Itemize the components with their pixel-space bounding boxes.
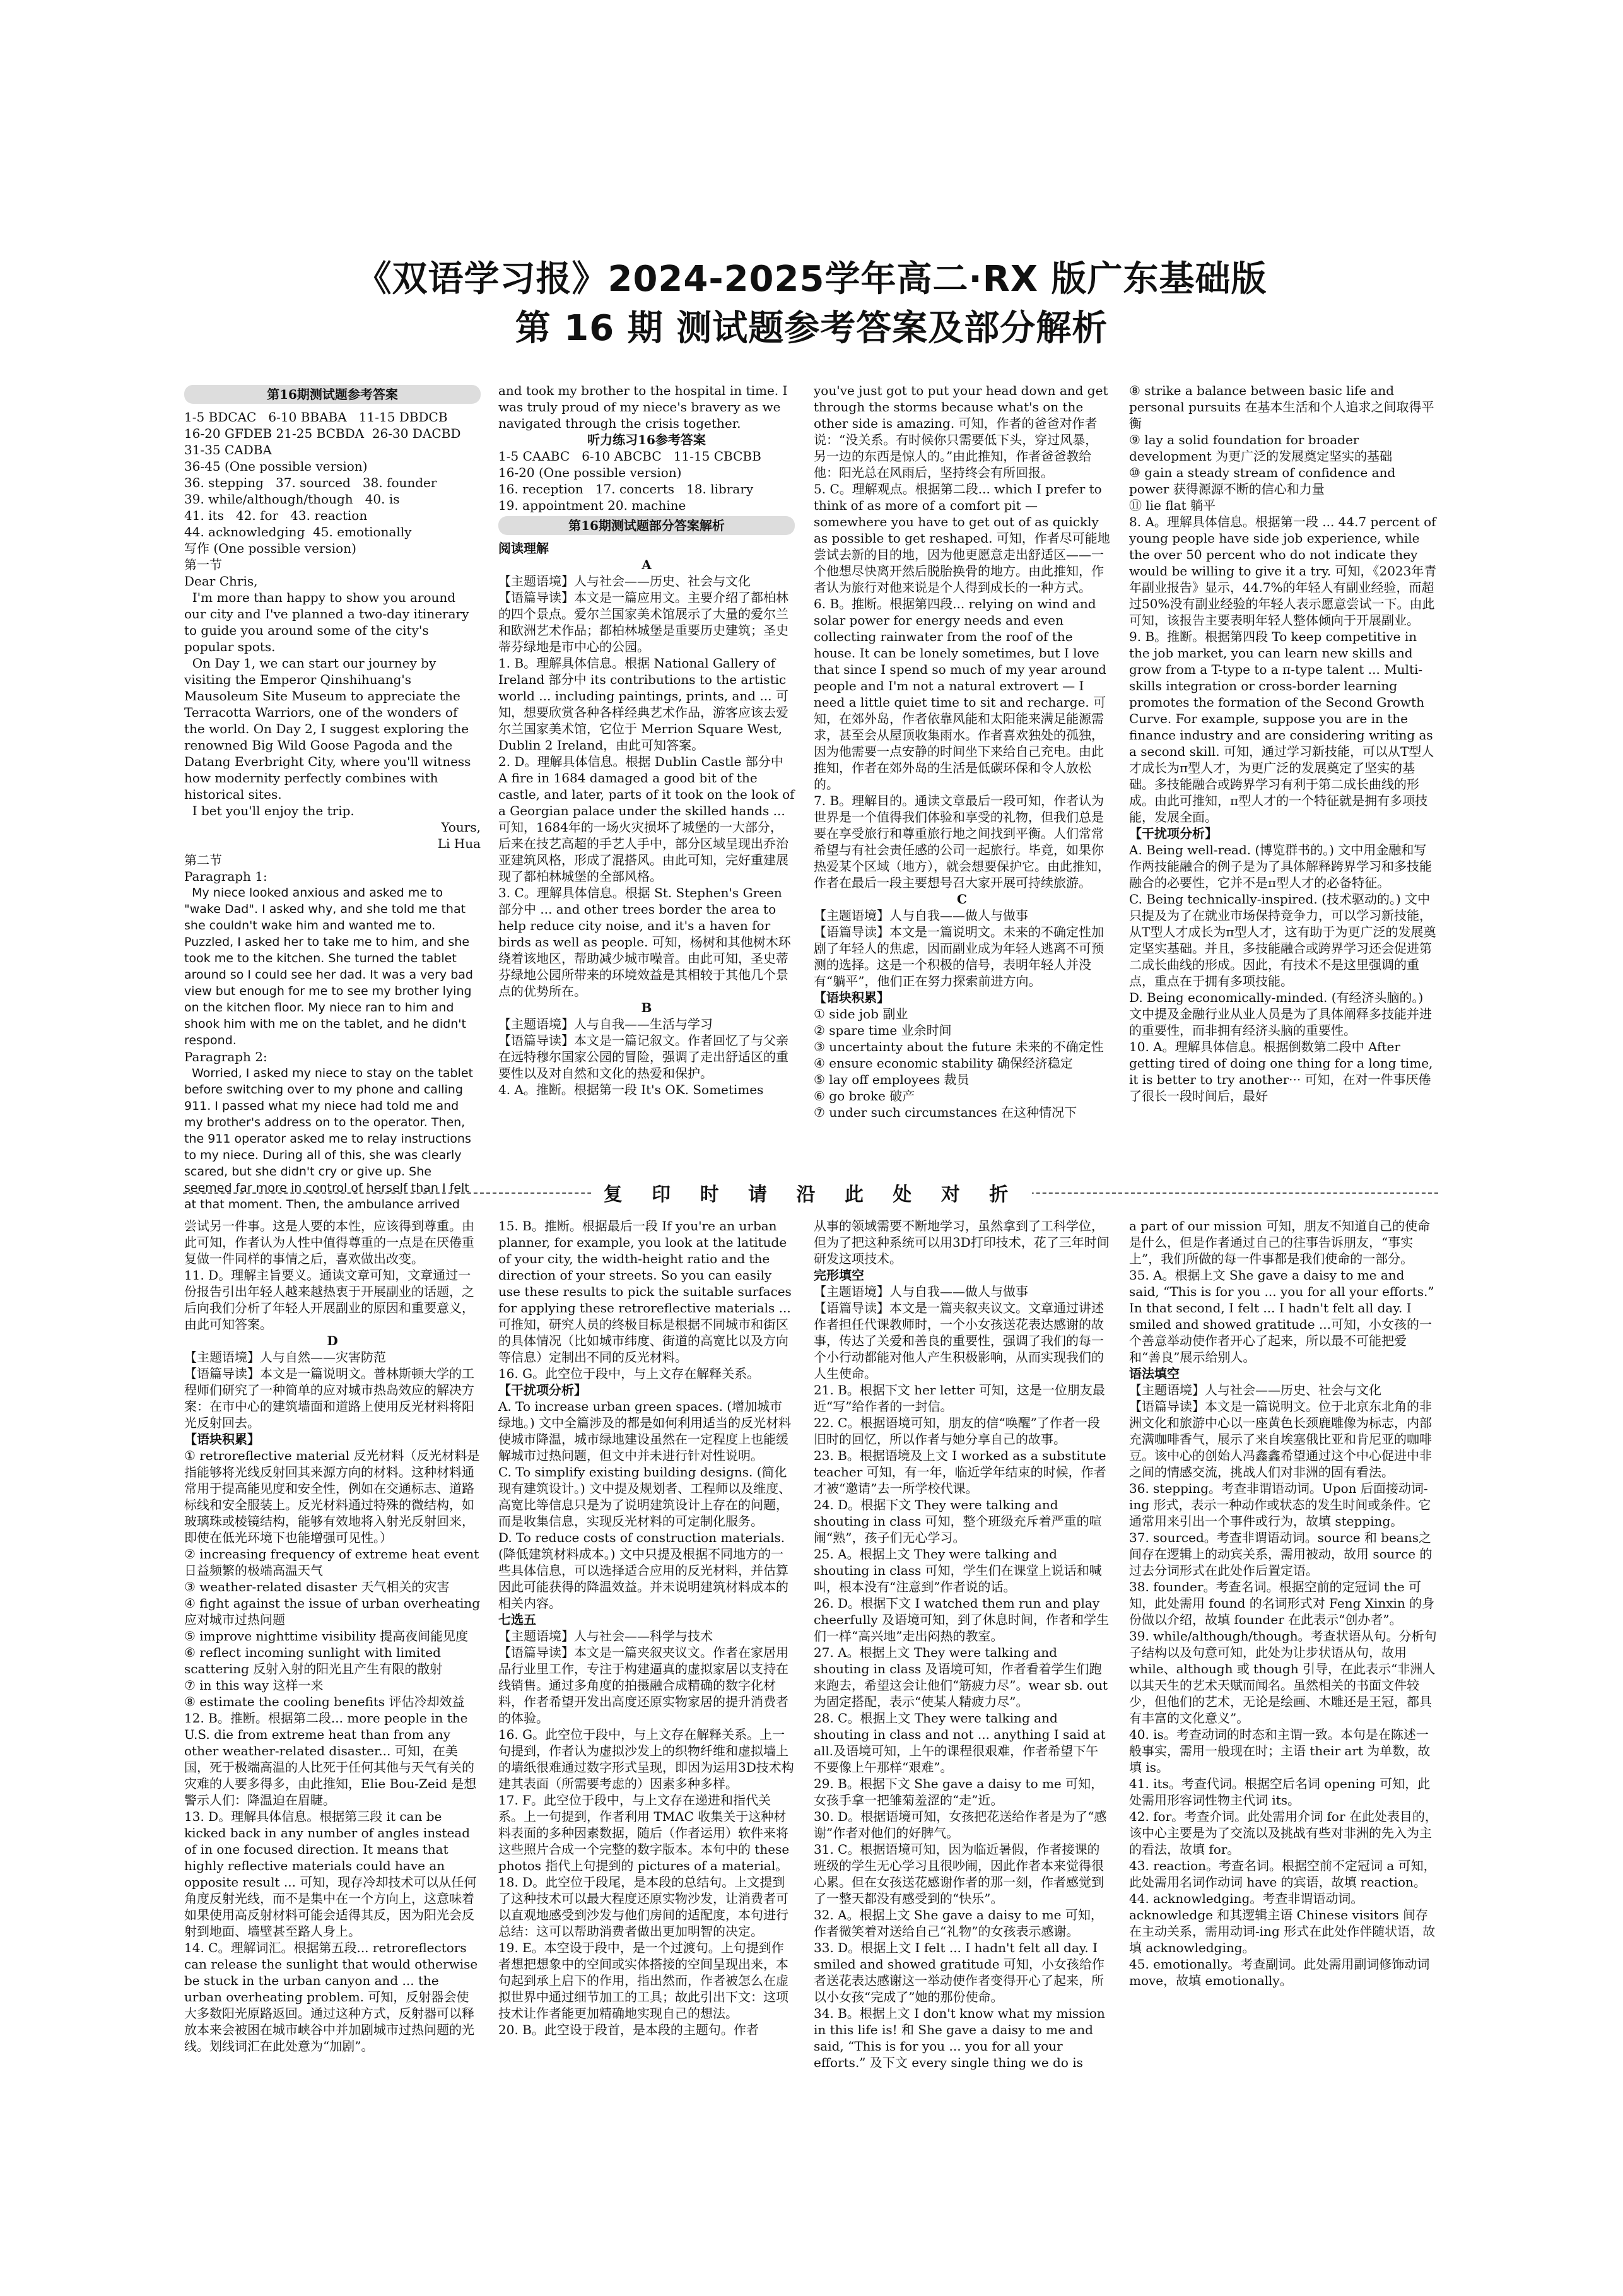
text-line: 【主题语境】人与自我——生活与学习 [498,1016,713,1032]
list-item: ③ weather-related disaster 天气相关的灾害 [184,1579,450,1594]
answer-line: 1-5 BDCAC 6-10 BBABA 11-15 DBDCB [184,409,448,425]
text-line: 38. founder。考查名词。根据空前的定冠词 the 可知，此处需用 found 的名词形式对 Feng Xinxin 的身份做以介绍，故填 founder 在此表示“创办者”。 [1129,1579,1435,1627]
list-item: ② spare time 业余时间 [814,1023,952,1038]
subheading: 七选五 [498,1612,536,1627]
essay-text: 第二节 [184,852,222,868]
list-item: ④ fight against the issue of urban overheating 应对城市过热问题 [184,1596,484,1627]
section-header: 第16期测试题参考答案 [184,385,481,404]
text-line: 尝试另一件事。这是人要的本性，应该得到尊重。由此可知，作者认为人性中值得尊重的一点是在厌倦重复做一件同样的事情之后，喜欢做出改变。 [184,1218,474,1266]
text-line: a part of our mission 可知，朋友不知道自己的使命是什么，但是作者通过自己的往事告诉朋友，“事实上”，我们所做的每一件事都是我们使命的一部分。 [1129,1218,1431,1266]
text-line: 【主题语境】人与社会——科学与技术 [498,1628,713,1644]
list-item: ⑩ gain a steady stream of confidence and power 获得源源不断的信心和力量 [1129,465,1400,497]
text-line: 【主题语境】人与社会——历史、社会与文化 [1129,1382,1381,1398]
text-line: 21. B。根据下文 her letter 可知，这是一位朋友最近“写”给作者的一封信。 [814,1382,1105,1414]
text-line: 43. reaction。考查名词。根据空前不定冠词 a 可知，此处需用名词作动词 have 的宾语，故填 reaction。 [1129,1858,1436,1890]
text-line: 27. A。根据上文 They were talking and shouting in class 及语境可知，作者看着学生们跑来跑去，希望这会让他们“筋疲力尽”。wear sb. out 为固定搭配，表示“使某人精疲力尽”。 [814,1645,1112,1709]
text-line: 10. A。理解具体信息。根据倒数第二段中 After getting tired of doing one thing for a long time, it is better to try another··· 可知，在对一件事厌倦了很长一段时间后，最好 [1129,1039,1437,1104]
text-line: 17. F。此空位于段中，与上文存在递进和指代关系。上一句提到，作者利用 TMAC 收集关于这种材料表面的多种因素数据，随后（作者运用）软件来将这些照片合成一个完整的数字版本。本句中的 these photos 指代上句提到的 pictures of a material。 [498,1793,794,1873]
list-item: ⑦ in this way 这样一来 [184,1678,324,1693]
letter-text: I bet you'll enjoy the trip. [184,803,354,818]
text-line: 【语篇导读】本文是一篇夹叙夹议文。作者在家居用品行业里工作，专注于构建逼真的虚拟家居以支持在线销售。通过多角度的拍摄融合成精确的数字化材料，作者希望开发出高度还原实物家居的提升消费者的体验。 [498,1645,788,1726]
text-line: 30. D。根据语境可知，女孩把花送给作者是为了“感谢”作者对他们的好脾气。 [814,1809,1107,1840]
text-line: 【干扰项分析】 [1129,826,1217,841]
text-line: A. Being well-read. (博览群书的。) 文中用金融和写作两技能融合的例子是为了具体解释跨界学习和多技能融合的必要性，它并不是π型人才的必备特征。 [1129,842,1432,890]
answer-line: 写作 (One possible version) [184,541,356,556]
text-line: 【语块积累】 [814,990,889,1005]
list-item: ① side job 副业 [814,1006,908,1021]
column-2 [498,382,799,1098]
text-line: 【语篇导读】本文是一篇应用文。主要介绍了都柏林的四个景点。爱尔兰国家美术馆展示了大量的爱尔兰和欧洲艺术作品；都柏林城堡是重要历史建筑；圣史蒂芬绿地是市中心的公园。 [498,590,788,654]
essay-text: Paragraph 2: [184,1049,267,1064]
text-line: 26. D。根据下文 I watched them run and play cheerfully 及语境可知，到了休息时间，作者和学生们一样“高兴地”走出闷热的教室。 [814,1596,1110,1644]
passage-letter: D [327,1333,338,1348]
text-line: 12. B。推断。根据第二段... more people in the U.S. die from extreme heat than from any other weather-related disaster... 可知，在美国，死于极端高温的人比死于任何其他与天气有关的灾难的人要多得多，由此推知，Elie Bou-Zeid 是想警示人们：降温迫在眉睫。 [184,1710,477,1808]
column-4 [1129,382,1438,1104]
essay-text: Paragraph 1: [184,869,267,884]
list-item: ⑥ go broke 破产 [814,1088,915,1104]
answer-line: 44. acknowledging 45. emotionally [184,524,412,539]
text-line: 【干扰项分析】 [498,1382,587,1398]
column-1 [184,382,481,1213]
text-line: 【语篇导读】本文是一篇说明文。位于北京东北角的非洲文化和旅游中心以一座黄色长颈鹿雕像为标志，内部充满咖啡香气，展示了来自埃塞俄比亚和肯尼亚的咖啡豆。该中心的创始人冯鑫鑫希望通过这个中心促进中非之间的情感交流，挑战人们对非洲的固有看法。 [1129,1399,1432,1480]
text-line: 【主题语境】人与社会——历史、社会与文化 [498,574,751,589]
text-line: 【语篇导读】本文是一篇记叙文。作者回忆了与父亲在远特穆尔国家公园的冒险，强调了走出舒适区的重要性以及对自然和文化的热爱和保护。 [498,1033,788,1081]
list-item: ⑧ strike a balance between basic life and personal pursuits 在基本生活和个人追求之间取得平衡 [1129,383,1434,431]
text-line: 37. sourced。考查非谓语动词。source 和 beans之间存在逻辑上的动宾关系，需用被动，故用 source 的过去分词形式在此处作后置定语。 [1129,1530,1433,1578]
answer-line: 36-45 (One possible version) [184,459,368,474]
answer-line: 第一节 [184,557,222,572]
subheading: 听力练习16参考答案 [587,432,706,447]
text-line: 【语块积累】 [184,1432,260,1447]
text-line: 25. A。根据上文 They were talking and shouting in class 可知，学生们在课堂上说话和喊叫，根本没有“注意到”作者说的话。 [814,1546,1102,1594]
list-item: ⑥ reflect incoming sunlight with limited scattering 反射入射的阳光且产生有限的散射 [184,1645,445,1676]
text-line: 5. C。理解观点。根据第二段... which I prefer to think of as more of a comfort pit — somewhere you have to get out of as quickly as possible to get reshaped. 可知，作者尽可能地尝试去新的目的地，因为他更愿意走出舒适区——一个他想尽快离开然后脱胎换骨的地方。由此推知，作者认为旅行对他来说是个人得到成长的一种方式。 [814,481,1110,595]
text-line: 22. C。根据语境可知，朋友的信“唤醒”了作者一段旧时的回忆，所以作者与她分享自己的故事。 [814,1415,1100,1447]
text-line: 16. G。此空位于段中，与上文存在解释关系。上一句提到，作者认为虚拟沙发上的织物纤维和虚拟墙上的墙纸很难通过数字形式呈现，即因为运用3D技术构建其表面（所需要考虑的）因素多种多样。 [498,1727,794,1791]
answer-line: 16. reception 17. concerts 18. library [498,481,754,497]
letter-text: On Day 1, we can start our journey by visiting the Emperor Qinshihuang's Mausoleum Site Museum to appreciate the Terracotta Warriors, one of the wonders of the world. On Day 2, I suggest exploring the renowned Big Wild Goose Pagoda and the Datang Everbright City, where you'll witness how modernity perfectly combines with historical sites. [184,656,475,802]
text-line: 42. for。考查介词。此处需用介词 for 在此处表目的，该中心主要是为了交流以及挑战有些对非洲的先入为主的看法，故填 for。 [1129,1809,1438,1857]
text-line: 33. D。根据上文 I felt ... I hadn't felt all day. I smiled and showed gratitude 可知，小女孩给作者送花表达感谢这一举动使作者变得开心了起来，所以小女孩“完成了”她的那份使命。 [814,1940,1104,2005]
text-line: 3. C。理解具体信息。根据 St. Stephen's Green 部分中 ... and other trees border the area to help reduce city noise, and it's a haven for birds as well as people. 可知，杨树和其他树木环绕着该地区，帮助减少城市噪音。由此可知，圣史蒂芬绿地公园所带来的环境效益是其相较于其他几个景点的优势所在。 [498,885,791,999]
page-title: 《双语学习报》2024-2025学年高二·RX 版广东基础版 [356,259,1267,300]
letter-sign: Li Hua [437,836,481,851]
text-line: 35. A。根据上文 She gave a daisy to me and said, “This is for you ... you for all your efforts.” In that second, I felt ... I hadn't felt all day. I smiled and showed gratitude ...可知，小女孩的一个善意举动使作者开心了起来，所以最不可能把爱和“善良”展示给别人。 [1129,1268,1438,1365]
list-item: ⑧ estimate the cooling benefits 评估冷却效益 [184,1694,465,1709]
text-line: 36. stepping。考查非谓语动词。Upon 后面接动词-ing 形式，表示一种动作或状态的发生时间或条件。它通常用来引出一个事件或行为，故填 stepping。 [1129,1481,1431,1529]
column-5 [184,1218,484,2054]
text-line: 【语篇导读】本文是一篇说明文。普林斯顿大学的工程师们研究了一种简单的应对城市热岛效应的解决方案：在市中心的建筑墙面和道路上使用反光材料将阳光反射回去。 [184,1366,474,1430]
text-line: 【主题语境】人与自我——做人与做事 [814,1284,1028,1299]
text-line: 20. B。此空设于段首，是本段的主题句。作者 [498,2022,759,2037]
text-line: 40. is。考查动词的时态和主谓一致。本句是在陈述一般事实，需用一般现在时；主语 their art 为单数，故填 is。 [1129,1727,1431,1775]
column-8 [1129,1218,1438,1989]
list-item: ① retroreflective material 反光材料（反光材料是指能够将光线反射回其来源方向的材料。这种材料通常用于提高能见度和安全性，例如在交通标志、道路标线和安全服装上。反光材料通过特殊的微结构，如玻璃珠或棱镜结构，能够有效地将入射光反射回来，即使在低光环境下也能增强可见性。） [184,1448,480,1545]
text-line: 16. G。此空位于段中，与上文存在解释关系。 [498,1366,760,1381]
list-item: ④ ensure economic stability 确保经济稳定 [814,1056,1073,1071]
passage-letter: A [642,557,652,572]
answer-line: 16-20 (One possible version) [498,465,682,480]
passage-letter: C [957,892,967,907]
text-line: 32. A。根据上文 She gave a daisy to me 可知，作者微笑着对送给自己“礼物”的女孩表示感谢。 [814,1907,1103,1939]
text-line: 41. its。考查代词。根据空后名词 opening 可知，此处需用形容词性物主代词 its。 [1129,1776,1431,1808]
text-line: 从事的领域需要不断地学习，虽然拿到了工科学位，但为了把这种系统可以用3D打印技术，花了三年时间研发这项技术。 [814,1218,1110,1266]
text-line: 2. D。理解具体信息。根据 Dublin Castle 部分中 A fire in 1684 damaged a good bit of the castle, and later, parts of it took on the look of a Georgian palace under the skilled hands ... 可知，1684年的一场火灾损坏了城堡的一大部分，后来在技艺高超的手艺人手中，部分区域呈现出乔治亚建筑风格，形成了混搭风。由此可知，完好重建展现了都柏林城堡的全部风格。 [498,754,799,884]
text-line: 24. D。根据下文 They were talking and shouting in class 可知，整个班级充斥着严重的喧闹“熟”，孩子们无心学习。 [814,1497,1102,1545]
text-line: 15. B。推断。根据最后一段 If you're an urban planner, for example, you look at the latitude of your city, the width-height ratio and the direction of your streets. So you can easily use these results to pick the suitable surfaces for applying these retroreflective materials ... 可推知，研究人员的终极目标是根据不同城市和街区的具体情况（比如城市纬度、街道的高宽比以及方向等信息）定制出不同的反光材料。 [498,1218,796,1365]
subheading: 语法填空 [1129,1366,1180,1381]
text-line: 8. A。理解具体信息。根据第一段 ... 44.7 percent of young people have side job experience, while the over 50 percent who do not indicate they would be willing to give it a try. 可知，《2023年青年副业报告》显示，44.7%的年轻人有副业经验，而超过50%没有副业经验的年轻人表示愿意尝试一下。由此可知，该报告主要表明年轻人整体倾向于开展副业。 [1129,514,1440,628]
text-line: C. Being technically-inspired. (技术驱动的。) 文中只提及为了在就业市场保持竞争力，可以学习新技能，从T型人才成长为π型人才，这有助于为更广泛的发展奠定坚实基础。并且，多技能融合或跨界学习还会促进第二成长曲线的形成。因此，有技术不是这里强调的重点，重点在于拥有多项技能。 [1129,892,1436,989]
text-line: C. To simplify existing building designs. (简化现有建筑设计。) 文中提及规划者、工程师以及维度、高宽比等信息只是为了说明建筑设计上存在的问题，而是收集信息，实现反光材料的可定制化服务。 [498,1464,792,1529]
text-line: 4. A。推断。根据第一段 It's OK. Sometimes [498,1082,764,1097]
answer-line: 19. appointment 20. machine [498,498,686,513]
list-item: ⑨ lay a solid foundation for broader development 为更广泛的发展奠定坚实的基础 [1129,432,1393,464]
text-line: 34. B。根据上文 I don't know what my mission in this life is! 和 She gave a daisy to me and said, “This is for you ... you for all your efforts.” 及下文 every single thing we do is [814,2006,1110,2070]
essay-text: My niece looked anxious and asked me to "wake Dad". I asked why, and she told me that she couldn't wake him and wanted me to. Puzzled, I asked her to take me to him, and she took me to the kitchen. She turned the tablet around so I could see her dad. It was a very bad view but enough for me to see my brother lying on the kitchen floor. My niece ran to him and shook him with me on the tablet, and he didn't respond. [184,886,478,1047]
text-line: 19. E。本空设于段中，是一个过渡句。上句提到作者想把想象中的空间或实体搭接的空间呈现出来，本句起到承上启下的作用，指出然而，作者被怎么在虚拟世界中通过细节加工的工具；故此引出下文：这项技术让作者能更加精确地实现自己的想法。 [498,1940,788,2021]
list-item: ⑤ improve nighttime visibility 提高夜间能见度 [184,1628,469,1644]
letter-text: Dear Chris, [184,574,258,589]
list-item: ⑪ lie flat 躺平 [1129,498,1216,513]
text-line: 13. D。理解具体信息。根据第三段 it can be kicked back in any number of angles instead of in one focused direction. It means that highly reflective materials could have an opposite result ... 可知，现存冷却技术可以从任何角度反射光线，而不是集中在一个方向上，这意味着如果使用高反射材料可能会适得其反，因为阳光会反射到地面、墙壁甚至路人身上。 [184,1809,477,1939]
page-subtitle: 第 16 期 测试题参考答案及部分解析 [515,308,1108,349]
text-line: 39. while/although/though。考查状语从句。分析句子结构以及句意可知，此处为让步状语从句，故用 while、although 或 though 引导，在此表示“非洲人以其天生的艺术天赋而闻名。虽然相关的书面文件较少，但他们的艺术，无论是绘画、木雕还是王冠，都具有丰富的文化意义”。 [1129,1628,1437,1726]
list-item: ③ uncertainty about the future 未来的不确定性 [814,1039,1104,1054]
text-line: 【语篇导读】本文是一篇夹叙夹议文。文章通过讲述作者担任代课教师时，一个小女孩送花表达感谢的故事，传达了关爱和善良的重要性，强调了我们的每一个小行动都能对他人产生积极影响，从而实现我们的人生使命。 [814,1300,1104,1381]
text-line: A. To increase urban green spaces. (增加城市绿地。) 文中全篇涉及的都是如何利用适当的反光材料使城市降温，城市绿地建设虽然在一定程度上也能缓解城市过热问题，但文中并未进行针对性说明。 [498,1399,792,1463]
text-line: D. Being economically-minded. (有经济头脑的。) 文中提及金融行业从业人员是为了具体阐释多技能并进的重要性，而非拥有经济头脑的重要性。 [1129,990,1432,1038]
fold-note: 复 印 时 请 沿 此 处 对 折 [0,1179,1623,1206]
subheading: 阅读理解 [498,541,549,556]
subheading: 完形填空 [814,1268,864,1283]
text-line: 14. C。理解词汇。根据第五段... retroreflectors can release the sunlight that would otherwise be stuck in the urban canyon and ... the urban overheating problem. 可知，反射器会使大多数阳光原路返回。通过这种方式，反射器可以释放本来会被困在城市峡谷中并加剧城市过热问题的光线。划线词汇在此处意为“加剧”。 [184,1940,482,2054]
text-line: 6. B。推断。根据第四段... relying on wind and solar power for energy needs and even collecting rainwater from the roof of the house. It can be lonely sometimes, but I love that since I spend so much of my year around people and I'm not a natural extrovert — I need a little quiet time to sit and recharge. 可知，在郊外岛，作者依靠风能和太阳能来满足能源需求，甚至会从屋顶收集雨水。作者喜欢独处的孤独，因为他需要一点安静的时间坐下来给自己充电。由此推知，作者在郊外岛的生活是低碳环保和令人放松的。 [814,596,1111,792]
text-line: 11. D。理解主旨要义。通读文章可知，文章通过一份报告引出年轻人越来越热衷于开展副业的话题，之后向我们分析了年轻人开展副业的原因和重要意义，由此可知答案。 [184,1268,474,1332]
column-3 [814,382,1110,1121]
text-line: 7. B。理解目的。通读文章最后一段可知，作者认为世界是一个值得我们体验和享受的礼物，但我们总是要在享受旅行和尊重旅行地之间找到平衡。人们常常希望与有社会责任感的公司一起旅行。毕竟，如果你热爱某个区域（地方），就会想要保护它。由此推知，作者在最后一段主要想号召大家开展可持续旅游。 [814,793,1110,890]
answer-line: 39. while/although/though 40. is [184,492,400,507]
text-line: 23. B。根据语境及上文 I worked as a substitute teacher 可知，有一年，临近学年结束的时候，作者才被“邀请”去一所学校代课。 [814,1448,1110,1496]
letter-text: I'm more than happy to show you around our city and I've planned a two-day itinerary to guide you around some of the city's popular spots. [184,590,473,654]
answer-line: 36. stepping 37. sourced 38. founder [184,475,437,490]
answer-line: 31-35 CADBA [184,442,272,457]
text-line: 9. B。推断。根据第四段 To keep competitive in the job market, you can learn new skills and grow from a T-type to a π-type talent ... Multi-skills integration or cross-border learning promotes the formation of the Second Growth Curve. For example, suppose you are in the finance industry and are considering writing as a second skill. 可知，通过学习新技能，可以从T型人才成长为π型人才，为更广泛的发展奠定了坚实的基础。多技能融合或跨界学习有利于第二成长曲线的形成。由此可推知，π型人才的一个特征就是拥有多项技能，发展全面。 [1129,629,1438,825]
text-line: 31. C。根据语境可知，因为临近暑假，作者接课的班级的学生无心学习且很吵闹，因此作者本来觉得很心累。但在女孩送花感谢作者的那一刻，作者感觉到了一整天都没有感受到的“快乐”。 [814,1842,1104,1906]
answer-line: 1-5 CAABC 6-10 ABCBC 11-15 CBCBB [498,449,761,464]
text-line: 【语篇导读】本文是一篇说明文。未来的不确定性加剧了年轻人的焦虑，因而副业成为年轻人逃离不可预测的选择。这是一个积极的信号，表明年轻人并没有“躺平”，他们正在努力探索前进方向。 [814,924,1104,989]
text-line: you've just got to put your head down and get through the storms because what's on the other side is amazing. 可知，作者的爸爸对作者说：“没关系。有时候你只需要低下头，穿过风暴，另一边的东西是惊人的。”由此推知，作者爸爸教给他：阳光总在风雨后，坚持终会有所回报。 [814,383,1112,480]
passage-letter: B [641,1000,652,1015]
list-item: ⑤ lay off employees 裁员 [814,1072,970,1087]
text-line: 【主题语境】人与自然——灾害防范 [184,1350,386,1365]
column-7 [814,1218,1110,2071]
text-line: 45. emotionally。考查副词。此处需用副词修饰动词 move，故填 emotionally。 [1129,1957,1434,1988]
text-line: 18. D。此空位于段尾，是本段的总结句。上文提到了这种技术可以最大程度还原实物沙发，让消费者可以直观地感受到沙发与他们房间的适配度，本句进行总结：这可以帮助消费者做出更加明智的决定。 [498,1875,788,1939]
answer-line: 16-20 GFDEB 21-25 BCBDA 26-30 DACBD [184,426,461,441]
text-line: 1. B。理解具体信息。根据 National Gallery of Ireland 部分中 its contributions to the artistic world ... including paintings, prints, and ... 可知，想要欣赏各种各样经典艺术作品，游客应该去爱尔兰国家美术馆，它位于 Merrion Square West, Dublin 2 Ireland，由此可知答案。 [498,656,790,753]
section-header: 第16期测试题部分答案解析 [498,516,795,535]
text-line: 【主题语境】人与自我——做人与做事 [814,908,1028,923]
text-line: 44. acknowledging。考查非谓语动词。acknowledge 和其逻辑主语 Chinese visitors 间存在主动关系，需用动词-ing 形式在此处作伴随状语，故填 acknowledging。 [1129,1891,1436,1955]
letter-sign: Yours, [441,820,481,835]
text-line: and took my brother to the hospital in time. I was truly proud of my niece's bravery as we navigated through the crisis together. [498,383,792,431]
list-item: ② increasing frequency of extreme heat event 日益频繁的极端高温天气 [184,1546,483,1578]
answer-line: 41. its 42. for 43. reaction [184,508,368,523]
text-line: 28. C。根据上文 They were talking and shouting in class and not ... anything I said at all.及语境可知，上午的课程很艰难，作者希望下午不要像上午那样“艰难”。 [814,1710,1110,1775]
list-item: ⑦ under such circumstances 在这种情况下 [814,1105,1077,1120]
text-line: D. To reduce costs of construction materials. (降低建筑材料成本。) 文中只提及根据不同地方的一些具体信息，可以选择适合应用的反光材料，并估算因此可能获得的降温效益。并未说明建筑材料成本的相关内容。 [498,1530,789,1611]
text-line: 29. B。根据下文 She gave a daisy to me 可知，女孩手拿一把雏菊羞涩的“走”近。 [814,1776,1104,1808]
essay-text: Worried, I asked my niece to stay on the tablet before switching over to my phone and calling 911. I passed what my niece had told me and my brother's address on to the operator. Then, the 911 operator asked me to relay instructions to my niece. During all of this, she was clearly scared, but she didn't cry or give up. She seemed far more in control of herself than I felt at that moment. Then, the ambulance arrived [184,1066,478,1211]
column-6 [498,1218,795,2038]
